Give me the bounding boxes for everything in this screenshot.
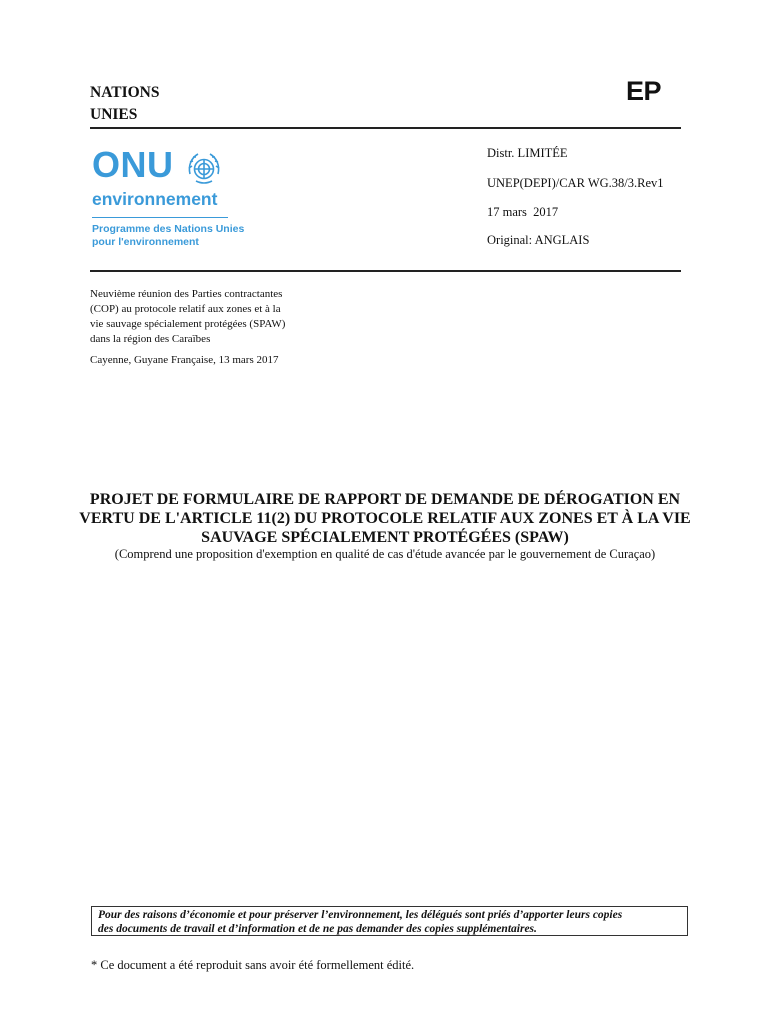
document-symbol: UNEP(DEPI)/CAR WG.38/3.Rev1 bbox=[487, 176, 664, 190]
top-rule bbox=[90, 127, 681, 129]
title-line: VERTU DE L'ARTICLE 11(2) DU PROTOCOLE RELATIF AUX ZONES ET À LA VIE bbox=[79, 510, 691, 527]
meeting-line: Neuvième réunion des Parties contractantes bbox=[90, 288, 283, 300]
logo-subtitle: environnement bbox=[92, 189, 218, 209]
meeting-description bbox=[90, 287, 320, 347]
notice-line: des documents de travail et d’information et de ne pas demander des copies supplémentaires. bbox=[98, 923, 537, 935]
logo-tagline bbox=[92, 223, 244, 249]
logo-wordmark: ONU bbox=[92, 144, 174, 185]
unep-logo bbox=[92, 145, 267, 255]
meeting-line: (COP) au protocole relatif aux zones et à la bbox=[90, 303, 281, 315]
doc-language-code: EP bbox=[626, 76, 662, 106]
org-name-line1: NATIONS bbox=[90, 84, 160, 101]
title-line: PROJET DE FORMULAIRE DE RAPPORT DE DEMANDE DE DÉROGATION EN bbox=[89, 491, 681, 508]
document-date: 17 mars 2017 bbox=[487, 205, 559, 219]
distribution-label: Distr. LIMITÉE bbox=[487, 146, 568, 160]
document-title bbox=[75, 490, 695, 547]
un-emblem-icon bbox=[184, 148, 224, 188]
meeting-line: dans la région des Caraïbes bbox=[90, 333, 211, 345]
title-line: SAUVAGE SPÉCIALEMENT PROTÉGÉES (SPAW) bbox=[201, 529, 569, 546]
original-language: Original: ANGLAIS bbox=[487, 233, 590, 247]
org-name bbox=[90, 82, 159, 126]
bottom-rule bbox=[90, 270, 681, 272]
paper-saving-notice bbox=[91, 906, 688, 936]
logo-tagline-line2: pour l'environnement bbox=[92, 236, 199, 248]
logo-tagline-line1: Programme des Nations Unies bbox=[92, 223, 245, 235]
meeting-place-date: Cayenne, Guyane Française, 13 mars 2017 bbox=[90, 354, 279, 366]
logo-divider bbox=[92, 217, 228, 218]
notice-line: Pour des raisons d’économie et pour préserver l’environnement, les délégués sont priés d’apporter leurs copies bbox=[98, 909, 623, 921]
editorial-footnote: * Ce document a été reproduit sans avoir été formellement édité. bbox=[91, 958, 415, 972]
org-name-line2: UNIES bbox=[90, 106, 138, 123]
document-subtitle: (Comprend une proposition d'exemption en qualité de cas d'étude avancée par le gouvernement de Curaçao) bbox=[114, 547, 656, 561]
meeting-line: vie sauvage spécialement protégées (SPAW) bbox=[90, 318, 286, 330]
